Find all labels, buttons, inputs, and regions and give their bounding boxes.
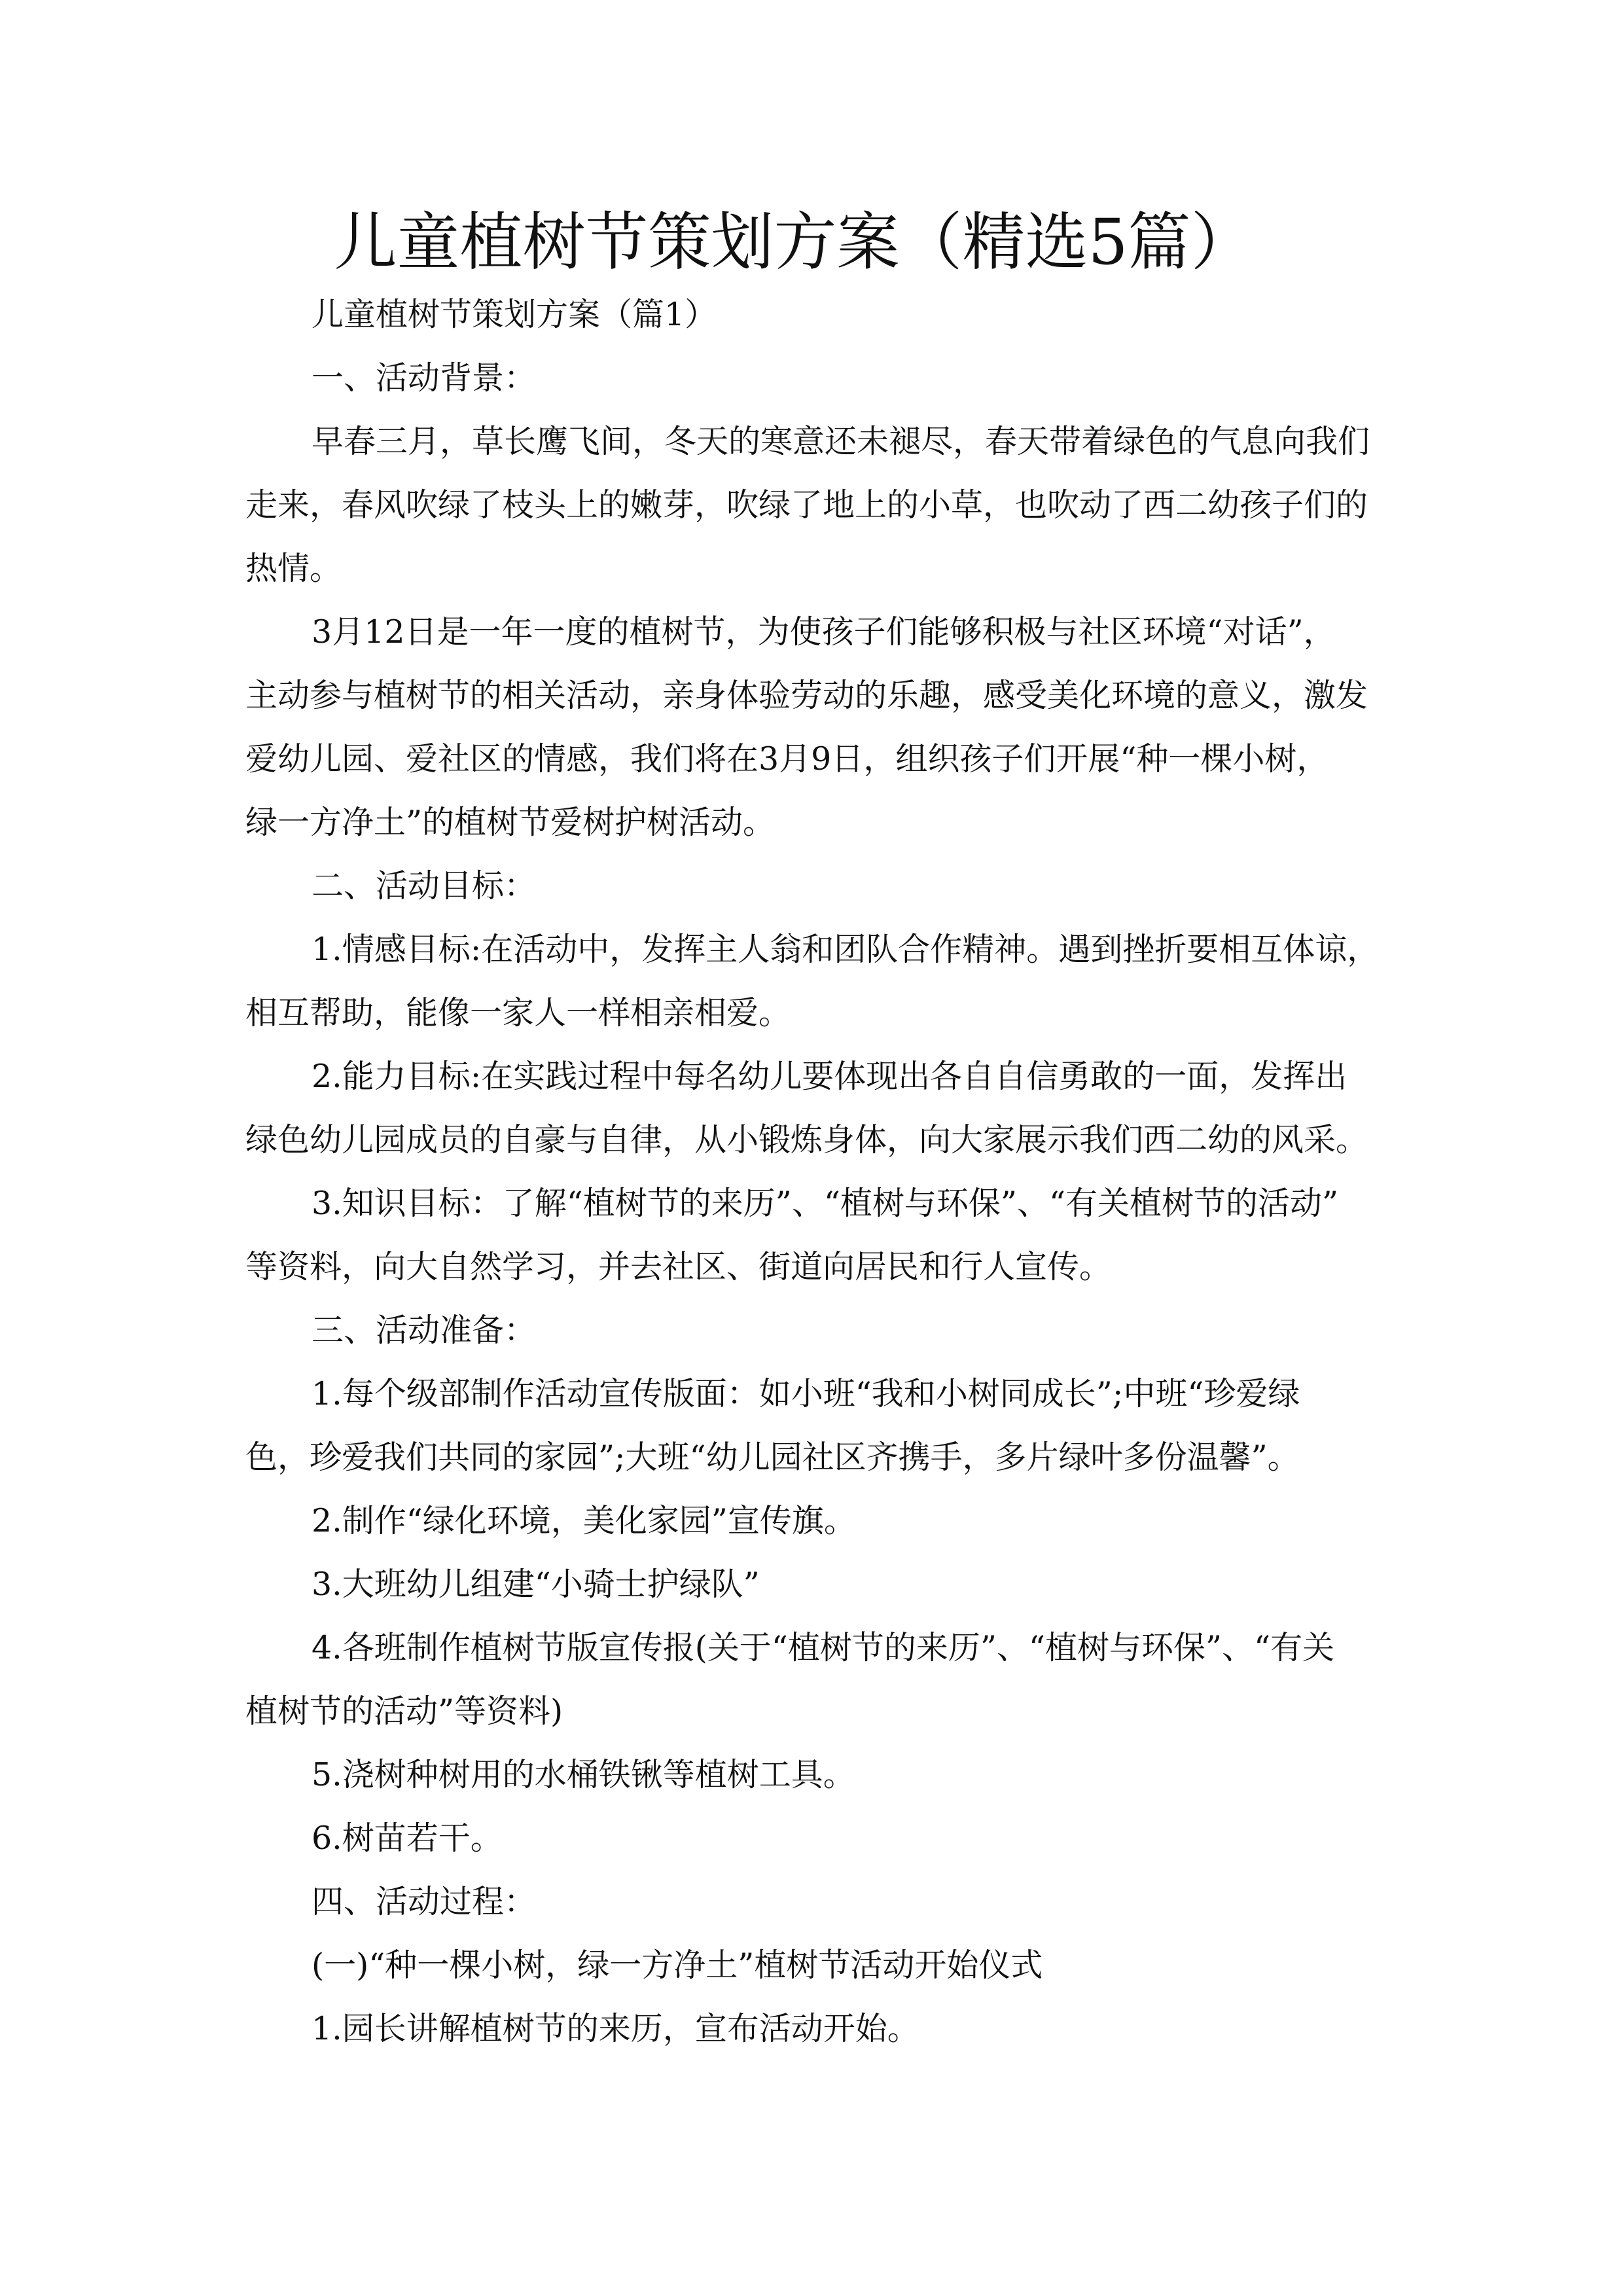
subsection-heading: 三、活动准备：	[312, 1312, 537, 1349]
paragraph-line: 色，珍爱我们共同的家园”;大班“幼儿园社区齐携手，多片绿叶多份温馨”。	[245, 1439, 1300, 1476]
subsection-heading: 四、活动过程：	[312, 1883, 537, 1920]
paragraph-line: 1.每个级部制作活动宣传版面：如小班“我和小树同成长”;中班“珍爱绿	[312, 1375, 1300, 1412]
paragraph-line: 1.情感目标:在活动中，发挥主人翁和团队合作精神。遇到挫折要相互体谅，	[312, 931, 1380, 968]
paragraph-line: 走来，春风吹绿了枝头上的嫩芽，吹绿了地上的小草，也吹动了西二幼孩子们的	[245, 486, 1368, 524]
paragraph-line: 3月12日是一年一度的植树节，为使孩子们能够积极与社区环境“对话”，	[312, 613, 1336, 651]
paragraph-line: 绿色幼儿园成员的自豪与自律，从小锻炼身体，向大家展示我们西二幼的风采。	[245, 1121, 1368, 1158]
paragraph-line: 5.浇树种树用的水桶铁锹等植树工具。	[312, 1756, 855, 1793]
paragraph-line: 4.各班制作植树节版宣传报(关于“植树节的来历”、“植树与环保”、“有关	[312, 1629, 1335, 1666]
section-heading: 儿童植树节策划方案（篇1）	[312, 296, 717, 333]
paragraph-line: 等资料，向大自然学习，并去社区、街道向居民和行人宣传。	[245, 1248, 1112, 1285]
paragraph-line: 2.制作“绿化环境，美化家园”宣传旗。	[312, 1502, 856, 1539]
subsection-heading: 二、活动目标：	[312, 867, 537, 905]
paragraph-line: 3.大班幼儿组建“小骑士护绿队”	[312, 1566, 760, 1603]
paragraph-line: 相互帮助，能像一家人一样相亲相爱。	[245, 994, 791, 1031]
subsection-heading: 一、活动背景：	[312, 359, 537, 397]
paragraph-line: 爱幼儿园、爱社区的情感，我们将在3月9日，组织孩子们开展“种一棵小树，	[245, 740, 1329, 778]
paragraph-line: 6.树苗若干。	[312, 1820, 503, 1857]
paragraph-line: 2.能力目标:在实践过程中每名幼儿要体现出各自自信勇敢的一面，发挥出	[312, 1058, 1347, 1095]
paragraph-line: 植树节的活动”等资料)	[245, 1693, 563, 1730]
paragraph-line: 3.知识目标：了解“植树节的来历”、“植树与环保”、“有关植树节的活动”	[312, 1185, 1339, 1222]
paragraph-line: 热情。	[245, 550, 342, 587]
document-title: 儿童植树节策划方案（精选5篇）	[334, 206, 1254, 279]
paragraph-line: 1.园长讲解植树节的来历，宣布活动开始。	[312, 2010, 919, 2047]
document-body	[245, 283, 1384, 2060]
paragraph-line: 早春三月，草长鹰飞间，冬天的寒意还未褪尽，春天带着绿色的气息向我们	[312, 423, 1370, 460]
paragraph-line: 主动参与植树节的相关活动，亲身体验劳动的乐趣，感受美化环境的意义，激发	[245, 677, 1368, 714]
paragraph-line: (一)“种一棵小树，绿一方净土”植树节活动开始仪式	[312, 1946, 1043, 1984]
paragraph-line: 绿一方净土”的植树节爱树护树活动。	[245, 804, 776, 841]
